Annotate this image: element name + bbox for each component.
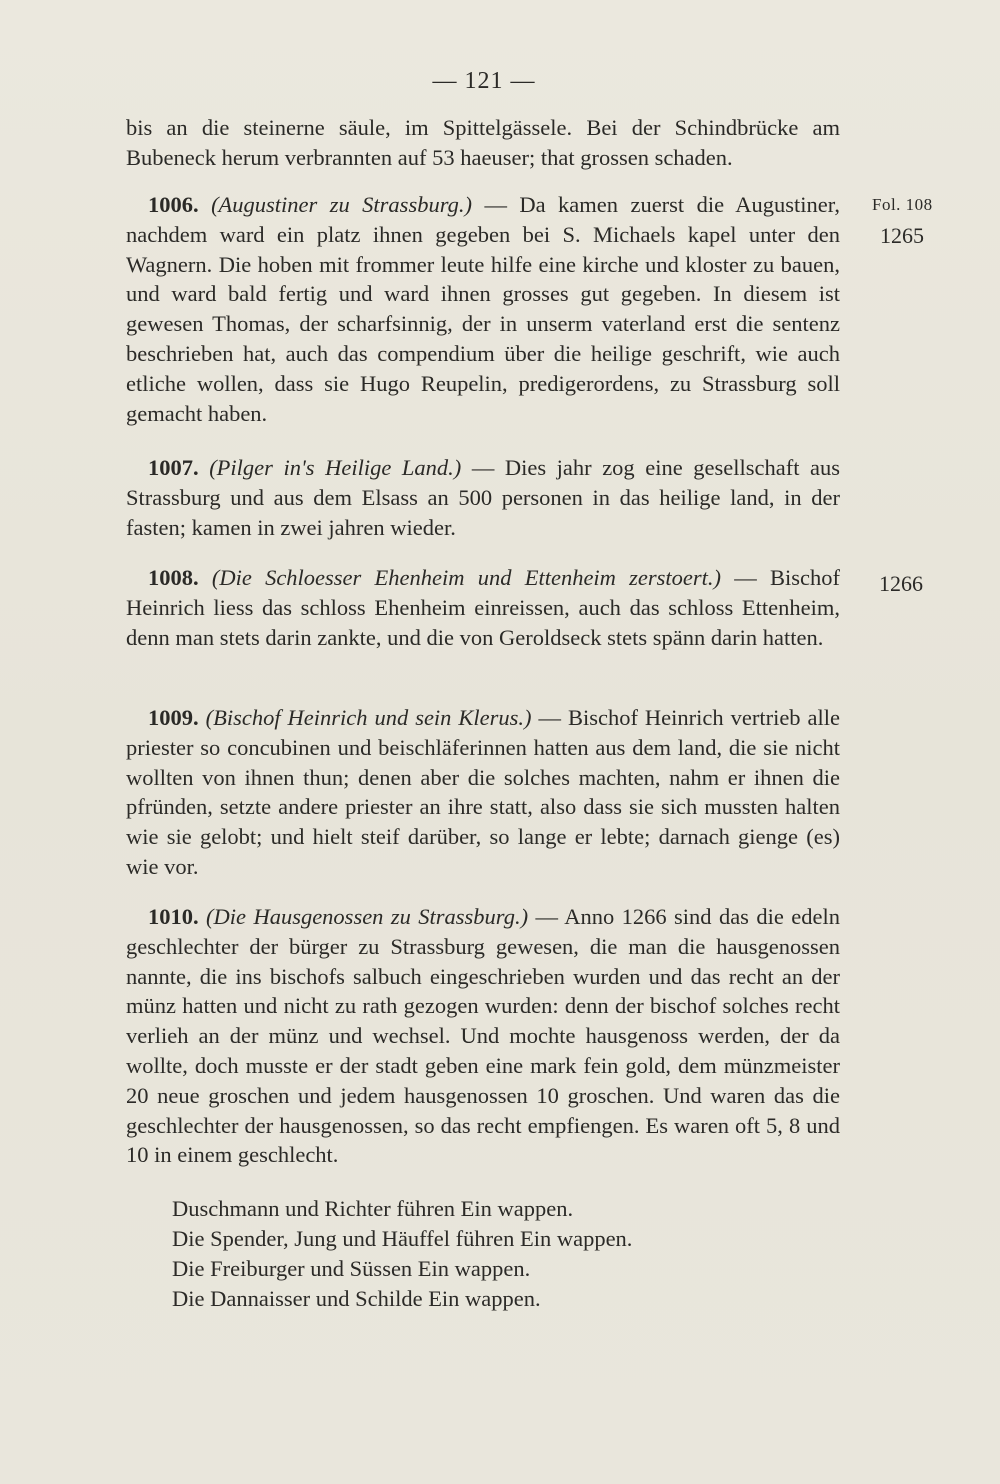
paragraph-text: — Bischof Heinrich vertrieb alle priester so concubinen und beischläferinnen hatten aus dem land, die sie nicht wollten von ihnen thun; denen aber die solches machten, nahm er ihnen die pfründen, setzte andere priester an ihre statt, also dass sie sich mussten halten wie sie gelobt; und hielt steif darüber, so lange er lebte; darnach gienge (es) wie vor. <box>126 705 840 879</box>
margin-note-year-1266: 1266 <box>879 571 923 596</box>
paragraph-1007 <box>126 453 840 542</box>
paragraph-text: — Anno 1266 sind das die edeln geschlechter der bürger zu Strassburg gewesen, die man die hausgenossen nannte, die ins bischofs salbuch eingeschrieben wurden und das recht an der münz hatten und nicht zu rath gezogen wurden: denn der bischof solches recht verlieh an der münz und wechsel. Und mochte hausgenoss werden, der da wollte, doch musste er der stadt geben eine mark fein gold, dem münzmeister 20 neue groschen und jedem hausgenossen 10 groschen. Und waren das die geschlechter der hausgenossen, so das recht empfiengen. Es waren oft 5, 8 und 10 in einem geschlecht. <box>126 904 840 1168</box>
coat-of-arms-list <box>172 1194 632 1314</box>
paragraph-title: (Bischof Heinrich und sein Klerus.) <box>205 705 532 730</box>
paragraph-1006 <box>126 190 840 428</box>
paragraph-title: (Augustiner zu Strassburg.) <box>211 192 472 217</box>
paragraph-number: 1009. <box>148 705 199 730</box>
paragraph-1008 <box>126 563 840 652</box>
paragraph-number: 1006. <box>148 192 199 217</box>
margin-note-year-1265: 1265 <box>880 223 924 248</box>
paragraph-number: 1008. <box>148 565 199 590</box>
paragraph-continuation <box>126 113 840 173</box>
paragraph-text: — Dies jahr zog eine gesellschaft aus Strassburg und aus dem Elsass an 500 personen in das heilige land, in der fasten; kamen in zwei jahren wieder. <box>126 455 841 540</box>
paragraph-title: (Pilger in's Heilige Land.) <box>209 455 462 480</box>
paragraph-text: — Da kamen zuerst die Augustiner, nachdem ward ein platz ihnen gegeben bei S. Michaels kapel unter den Wagnern. Die hoben mit frommer leute hilfe eine kirche und kloster zu bauen, und ward bald fertig und ward ihnen grosses gut gegeben. In diesem ist gewesen Thomas, der scharfsinnig, der in unserm vaterland erst die sentenz beschrieben hat, auch das compendium über die heilige geschrift, wie auch etliche wollen, dass sie Hugo Reupelin, predigerordens, zu Strassburg soll gemacht haben. <box>126 192 841 426</box>
verse-line: Die Spender, Jung und Häuffel führen Ein wappen. <box>172 1226 633 1251</box>
verse-line: Duschmann und Richter führen Ein wappen. <box>172 1196 574 1221</box>
paragraph-number: 1007. <box>148 455 199 480</box>
margin-note-folio: Fol. 108 <box>872 195 933 214</box>
paragraph-number: 1010. <box>148 904 199 929</box>
page-number: — 121 — <box>432 68 536 94</box>
paragraph-1010 <box>126 902 840 1170</box>
paragraph-1009 <box>126 703 840 882</box>
verse-line: Die Dannaisser und Schilde Ein wappen. <box>172 1286 541 1311</box>
paragraph-text: — Bischof Heinrich liess das schloss Ehenheim einreissen, auch das schloss Ettenheim, denn man stets darin zankte, und die von Geroldseck stets spänn darin hatten. <box>126 565 841 650</box>
paragraph-title: (Die Hausgenossen zu Strassburg.) <box>206 904 529 929</box>
paragraph-text: bis an die steinerne säule, im Spittelgässele. Bei der Schindbrücke am Bubeneck herum verbrannten auf 53 haeuser; that grossen schaden. <box>126 115 840 170</box>
verse-line: Die Freiburger und Süssen Ein wappen. <box>172 1256 531 1281</box>
paragraph-title: (Die Schloesser Ehenheim und Ettenheim zerstoert.) <box>211 565 722 590</box>
